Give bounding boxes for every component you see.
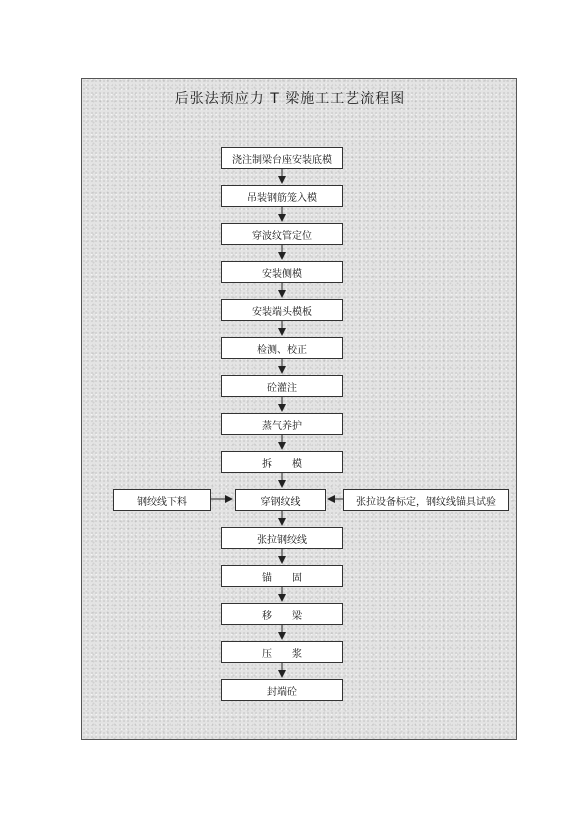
step-position-duct: 穿波纹管定位 [221,223,343,245]
step-install-side-forms: 安装侧模 [221,261,343,283]
step-seal-end-concrete: 封端砼 [221,679,343,701]
diagram-title: 后张法预应力 T 梁施工工艺流程图 [174,91,406,107]
step-move-beam: 移 梁 [221,603,343,625]
step-cast-base-bottom-form: 浇注制梁台座安装底模 [221,147,343,169]
side-input-strand-cutting: 钢绞线下料 [113,489,211,511]
step-tension-strands: 张拉钢绞线 [221,527,343,549]
step-install-end-forms: 安装端头模板 [221,299,343,321]
step-steam-curing: 蒸气养护 [221,413,343,435]
side-input-equipment-calibration: 张拉设备标定，钢纹线锚具试验 [343,489,509,511]
step-remove-forms: 拆 模 [221,451,343,473]
step-grouting: 压 浆 [221,641,343,663]
step-pour-concrete: 砼灌注 [221,375,343,397]
step-hoist-rebar-cage: 吊装钢筋笼入模 [221,185,343,207]
step-inspect-correct: 检测、校正 [221,337,343,359]
step-thread-strands: 穿钢纹线 [235,489,326,511]
step-anchoring: 锚 固 [221,565,343,587]
